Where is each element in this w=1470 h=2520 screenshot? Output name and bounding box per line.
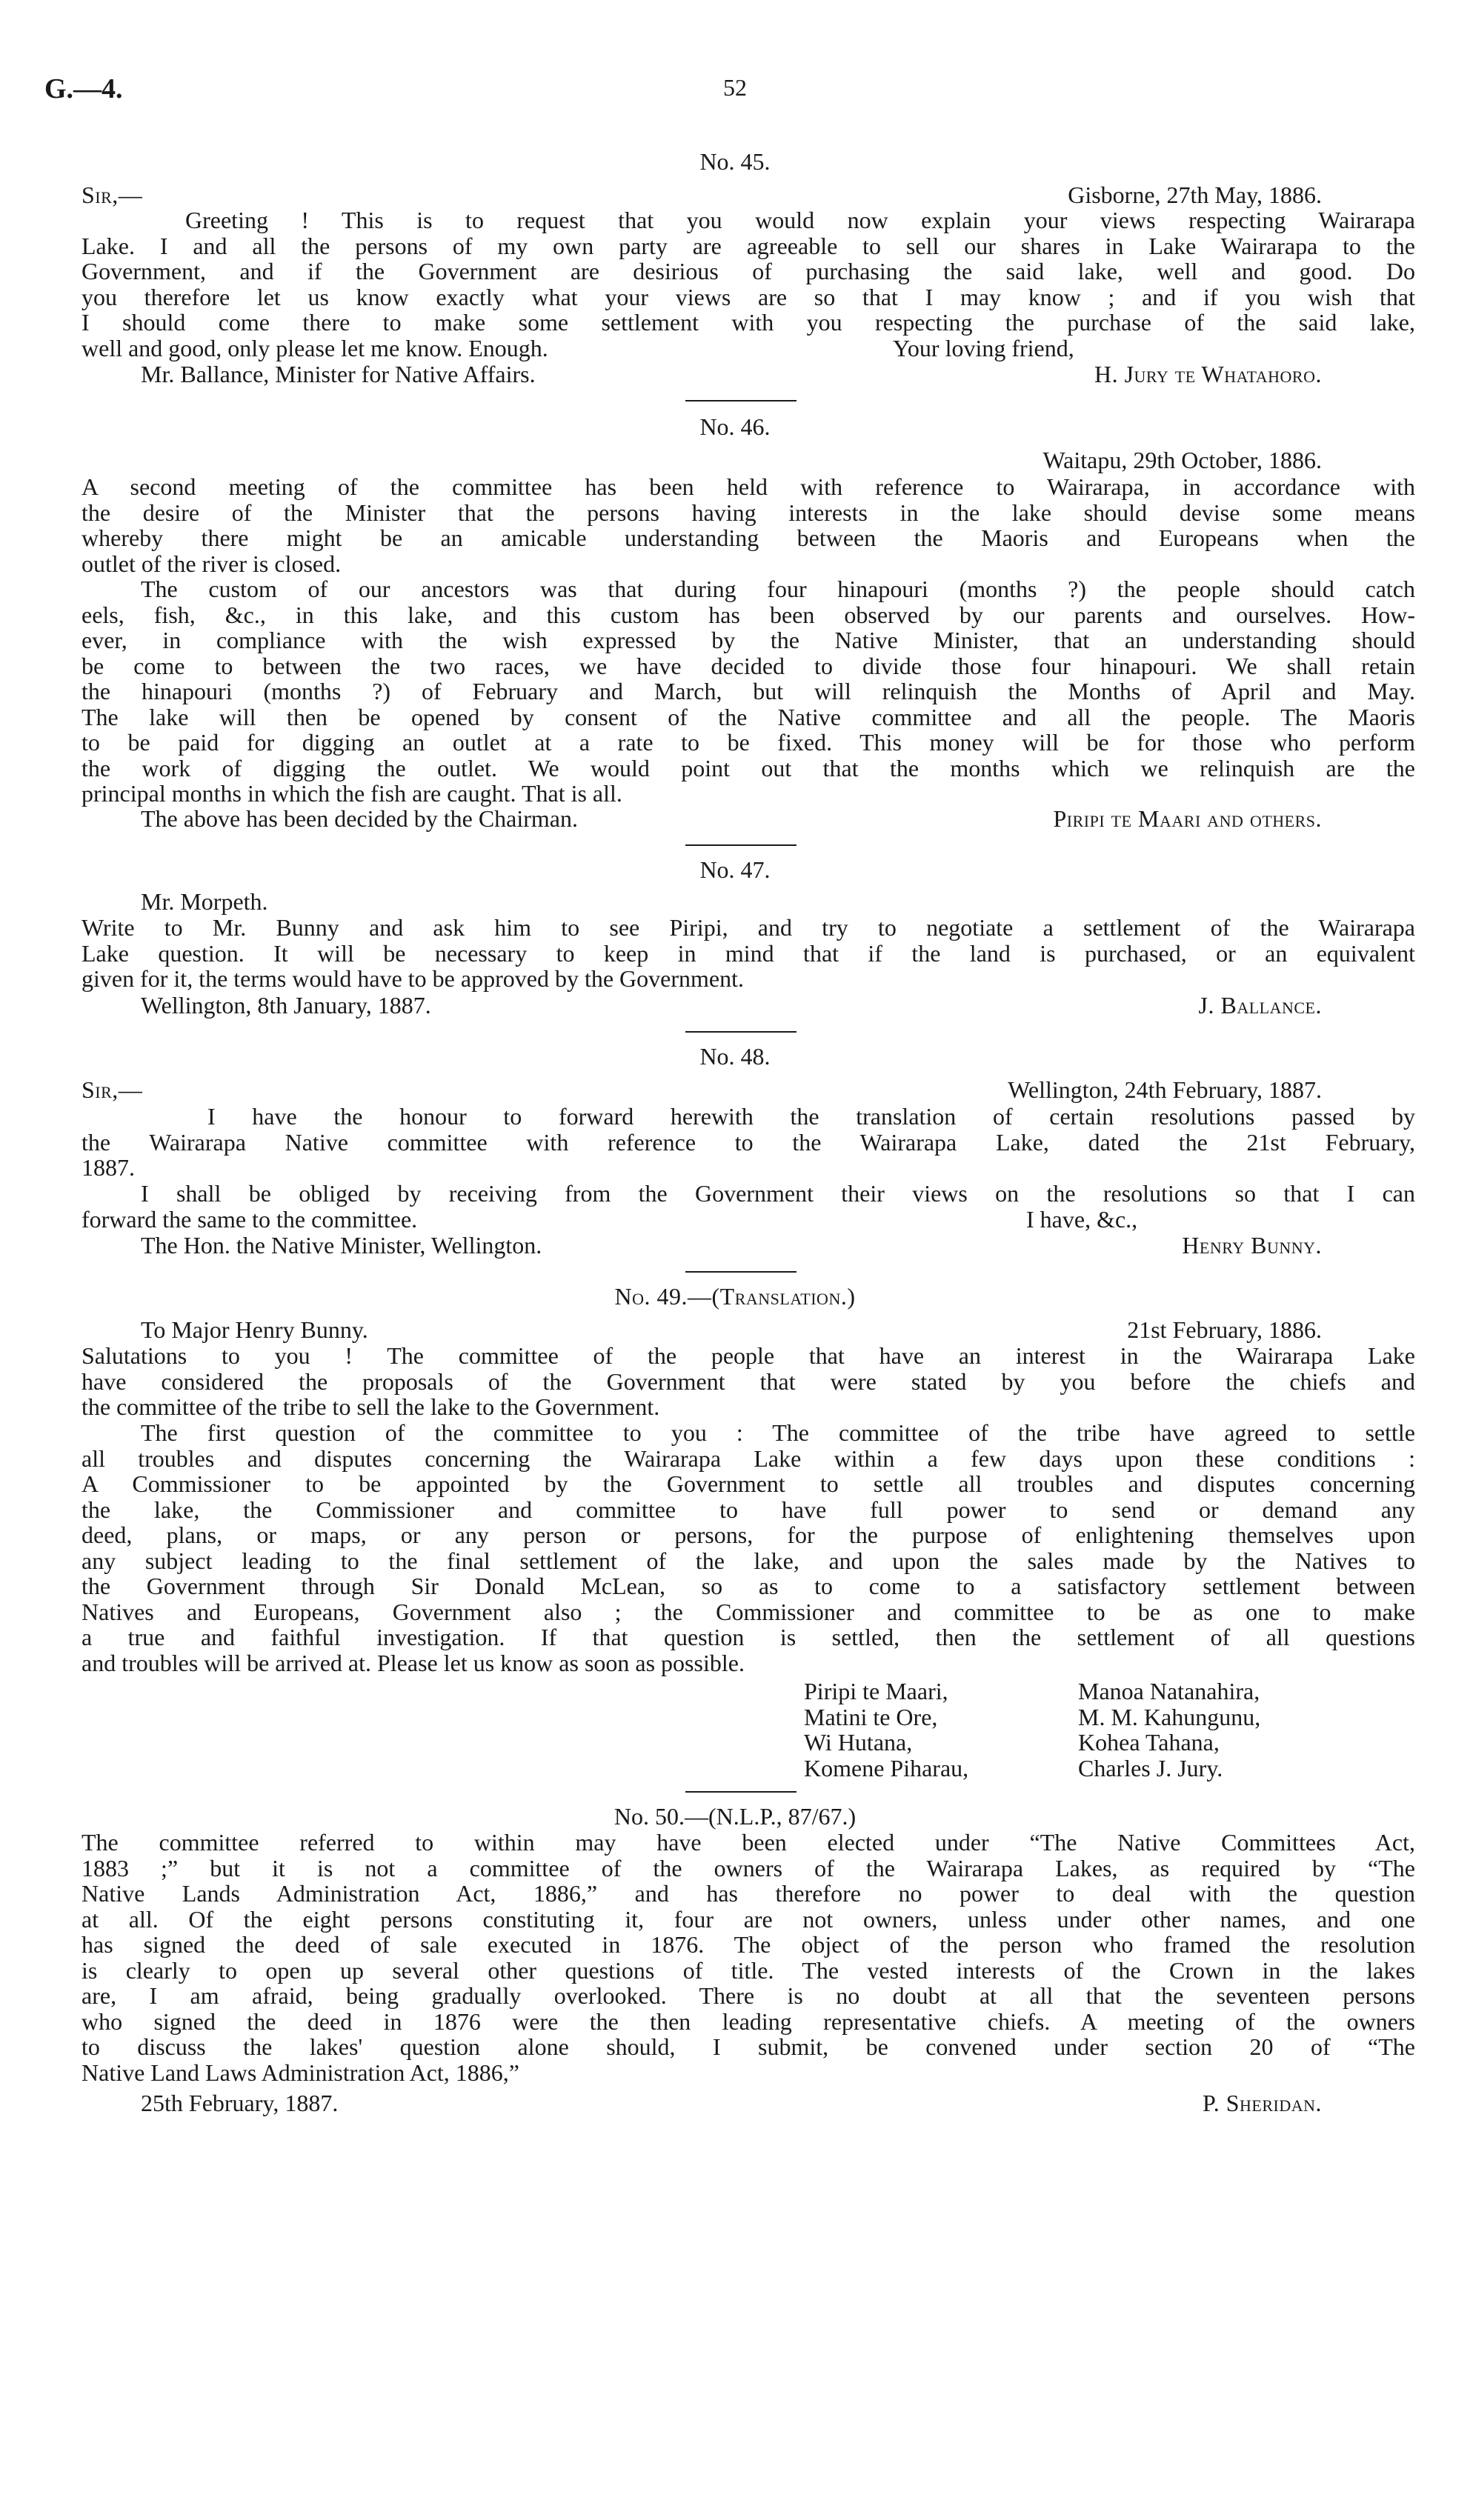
section-47-number: No. 47.	[699, 856, 771, 883]
text-line: at all. Of the eight persons constituting it, four are not owners, unless under other names, and one	[82, 1905, 1415, 1933]
text-line: I shall be obliged by receiving from the Government their views on the resolutions so that I can	[141, 1180, 1415, 1207]
signatory-name: Manoa Natanahira,	[1078, 1678, 1260, 1704]
text-line: 1883 ;” but it is not a committee of the owners of the Wairarapa Lakes, as required by “The	[82, 1854, 1415, 1881]
text-line: to be paid for digging an outlet at a rate to be fixed. This money will be for those who perform	[82, 729, 1415, 756]
section-divider	[685, 1271, 796, 1273]
text-line: the lake, the Commissioner and committee to have full power to send or demand any	[82, 1496, 1415, 1523]
section-divider	[685, 1031, 796, 1033]
text-line: outlet of the river is closed.	[82, 550, 342, 577]
text-line: the work of digging the outlet. We would point out that the months which we relinquish are the	[82, 754, 1415, 781]
text-line: whereby there might be an amicable understanding between the Maoris and Europeans when the	[82, 524, 1415, 551]
signatory-name: Wi Hutana,	[804, 1729, 913, 1756]
text-line: is clearly to open up several other questions of title. The vested interests of the Crown in the lakes	[82, 1956, 1415, 1984]
text-line: The custom of our ancestors was that during four hinapouri (months ?) the people should catch	[141, 576, 1415, 602]
text-line: The committee referred to within may have been elected under “The Native Committees Act,	[82, 1829, 1415, 1856]
section-45-addressee: Mr. Ballance, Minister for Native Affairs.	[141, 361, 536, 387]
page-number: 52	[723, 74, 747, 101]
section-50-number: No. 50.—(N.L.P., 87/67.)	[613, 1803, 857, 1830]
section-48-addressee: The Hon. the Native Minister, Wellington.	[141, 1232, 542, 1259]
section-48-place-date: Wellington, 24th February, 1887.	[1008, 1076, 1322, 1103]
text-line: are, I am afraid, being gradually overlooked. There is no doubt at all that the seventeen persons	[82, 1982, 1415, 2009]
section-46-signature: Piripi te Maari and others.	[1053, 805, 1322, 832]
section-49-paragraph-1	[82, 1343, 1415, 1420]
section-50-date: 25th February, 1887.	[141, 2090, 339, 2116]
section-49-addressee: To Major Henry Bunny.	[141, 1316, 368, 1343]
text-line: all troubles and disputes concerning the Wairarapa Lake within a few days upon these conditions :	[82, 1444, 1415, 1472]
section-49-date: 21st February, 1886.	[1127, 1316, 1322, 1343]
text-line: eels, fish, &c., in this lake, and this custom has been observed by our parents and ourselves. How-	[82, 601, 1415, 628]
section-45-closing: Your loving friend,	[893, 335, 1074, 361]
section-50-signature: P. Sheridan.	[1202, 2090, 1322, 2116]
signatory-name: Kohea Tahana,	[1078, 1729, 1220, 1756]
text-line: Salutations to you ! The committee of the people that have an interest in the Wairarapa Lake	[82, 1342, 1415, 1369]
section-48-paragraph-1	[82, 1104, 1415, 1181]
section-45-signature: H. Jury te Whatahoro.	[1094, 361, 1322, 387]
text-line: Native Land Laws Administration Act, 1886,”	[82, 2059, 519, 2086]
text-line: the committee of the tribe to sell the lake to the Government.	[82, 1393, 660, 1420]
text-line: has signed the deed of sale executed in 1876. The object of the person who framed the resolution	[82, 1931, 1415, 1958]
text-line: and troubles will be arrived at. Please let us know as soon as possible.	[82, 1649, 745, 1676]
text-line: I have the honour to forward herewith the translation of certain resolutions passed by	[207, 1103, 1415, 1130]
text-line: Greeting ! This is to request that you would now explain your views respecting Wairarapa	[185, 207, 1415, 233]
text-line: Government, and if the Government are desirious of purchasing the said lake, well and good. Do	[82, 258, 1415, 284]
text-line: the desire of the Minister that the persons having interests in the lake should devise some means	[82, 499, 1415, 526]
section-45-salutation: Sir,—	[82, 181, 143, 208]
section-46-place-date: Waitapu, 29th October, 1886.	[1042, 447, 1322, 473]
signatory-name: Matini te Ore,	[804, 1703, 938, 1730]
section-49-paragraph-2	[82, 1420, 1415, 1676]
section-48-paragraph-2	[82, 1181, 1415, 1207]
text-line: A second meeting of the committee has been held with reference to Wairarapa, in accordance with	[82, 473, 1415, 500]
section-47-place-date: Wellington, 8th January, 1887.	[141, 992, 431, 1019]
text-line: Native Lands Administration Act, 1886,” and has therefore no power to deal with the question	[82, 1880, 1415, 1907]
text-line: a true and faithful investigation. If that question is settled, then the settlement of all questions	[82, 1624, 1415, 1650]
signatories-column-2	[1078, 1679, 1260, 1781]
text-line: ever, in compliance with the wish expressed by the Native Minister, that an understanding should	[82, 627, 1415, 653]
section-divider	[685, 400, 796, 401]
section-48-salutation: Sir,—	[82, 1076, 143, 1103]
section-49-number	[0, 1283, 1470, 1310]
signatory-name: M. M. Kahungunu,	[1078, 1703, 1261, 1730]
text-line: Write to Mr. Bunny and ask him to see Piripi, and try to negotiate a settlement of the Wairarapa	[82, 914, 1415, 941]
section-50-body	[82, 1830, 1415, 2085]
signatories-column-1	[804, 1679, 968, 1781]
section-46-number: No. 46.	[699, 413, 771, 440]
section-48-last-line: forward the same to the committee.	[82, 1206, 418, 1233]
section-46-paragraph-2	[82, 576, 1415, 807]
series-label: G.—4.	[44, 73, 123, 104]
section-48-closing: I have, &c.,	[1026, 1206, 1138, 1233]
text-line: principal months in which the fish are caught. That is all.	[82, 780, 622, 807]
section-45-place-date: Gisborne, 27th May, 1886.	[1068, 181, 1322, 208]
text-line: The lake will then be opened by consent of the Native committee and all the people. The Maoris	[82, 703, 1415, 730]
text-line: the Wairarapa Native committee with reference to the Wairarapa Lake, dated the 21st February,	[82, 1128, 1415, 1156]
text-line: the Government through Sir Donald McLean, so as to come to a satisfactory settlement between	[82, 1573, 1415, 1599]
text-line: A Commissioner to be appointed by the Government to settle all troubles and disputes concerning	[82, 1470, 1415, 1497]
section-48-number: No. 48.	[699, 1043, 771, 1070]
section-45-last-line: well and good, only please let me know. Enough.	[82, 335, 548, 361]
text-line: deed, plans, or maps, or any person or persons, for the purpose of enlightening themselves upon	[82, 1521, 1415, 1548]
text-line: The first question of the committee to you : The committee of the tribe have agreed to settle	[141, 1419, 1415, 1446]
section-48-signature: Henry Bunny.	[1182, 1232, 1322, 1259]
section-45-body	[82, 207, 1415, 336]
section-47-signature: J. Ballance.	[1198, 992, 1322, 1019]
text-line: given for it, the terms would have to be approved by the Government.	[82, 965, 744, 992]
section-divider	[685, 844, 796, 846]
signatory-name: Komene Piharau,	[804, 1754, 969, 1781]
text-line: who signed the deed in 1876 were the then leading representative chiefs. A meeting of the owners	[82, 2007, 1415, 2035]
text-line: the hinapouri (months ?) of February and March, but will relinquish the Months of April and May.	[82, 678, 1415, 704]
signatory-name: Charles J. Jury.	[1078, 1754, 1223, 1781]
section-47-body	[82, 915, 1415, 992]
text-line: Lake. I and all the persons of my own party are agreeable to sell our shares in Lake Wairarapa to the	[82, 232, 1415, 259]
text-line: Lake question. It will be necessary to keep in mind that if the land is purchased, or an equivalent	[82, 939, 1415, 967]
section-47-addressee: Mr. Morpeth.	[141, 888, 268, 915]
signatory-name: Piripi te Maari,	[804, 1678, 948, 1704]
section-divider	[685, 1791, 796, 1793]
section-46-closing: The above has been decided by the Chairman.	[141, 805, 578, 832]
section-49-number-text: No. 49.—(Translation.)	[614, 1283, 856, 1310]
text-line: to discuss the lakes' question alone should, I submit, be convened under section 20 of “The	[82, 2033, 1415, 2060]
section-45-number: No. 45.	[699, 148, 771, 175]
text-line: 1887.	[82, 1154, 135, 1181]
text-line: I should come there to make some settlement with you respecting the purchase of the said lake,	[82, 309, 1415, 336]
section-46-paragraph-1	[82, 474, 1415, 576]
text-line: be come to between the two races, we have decided to divide those four hinapouri. We shall retain	[82, 652, 1415, 679]
text-line: any subject leading to the final settlement of the lake, and upon the sales made by the Natives to	[82, 1547, 1415, 1574]
text-line: have considered the proposals of the Government that were stated by you before the chiefs and	[82, 1367, 1415, 1395]
text-line: you therefore let us know exactly what your views are so that I may know ; and if you wish that	[82, 283, 1415, 310]
text-line: Natives and Europeans, Government also ; the Commissioner and committee to be as one to make	[82, 1598, 1415, 1625]
